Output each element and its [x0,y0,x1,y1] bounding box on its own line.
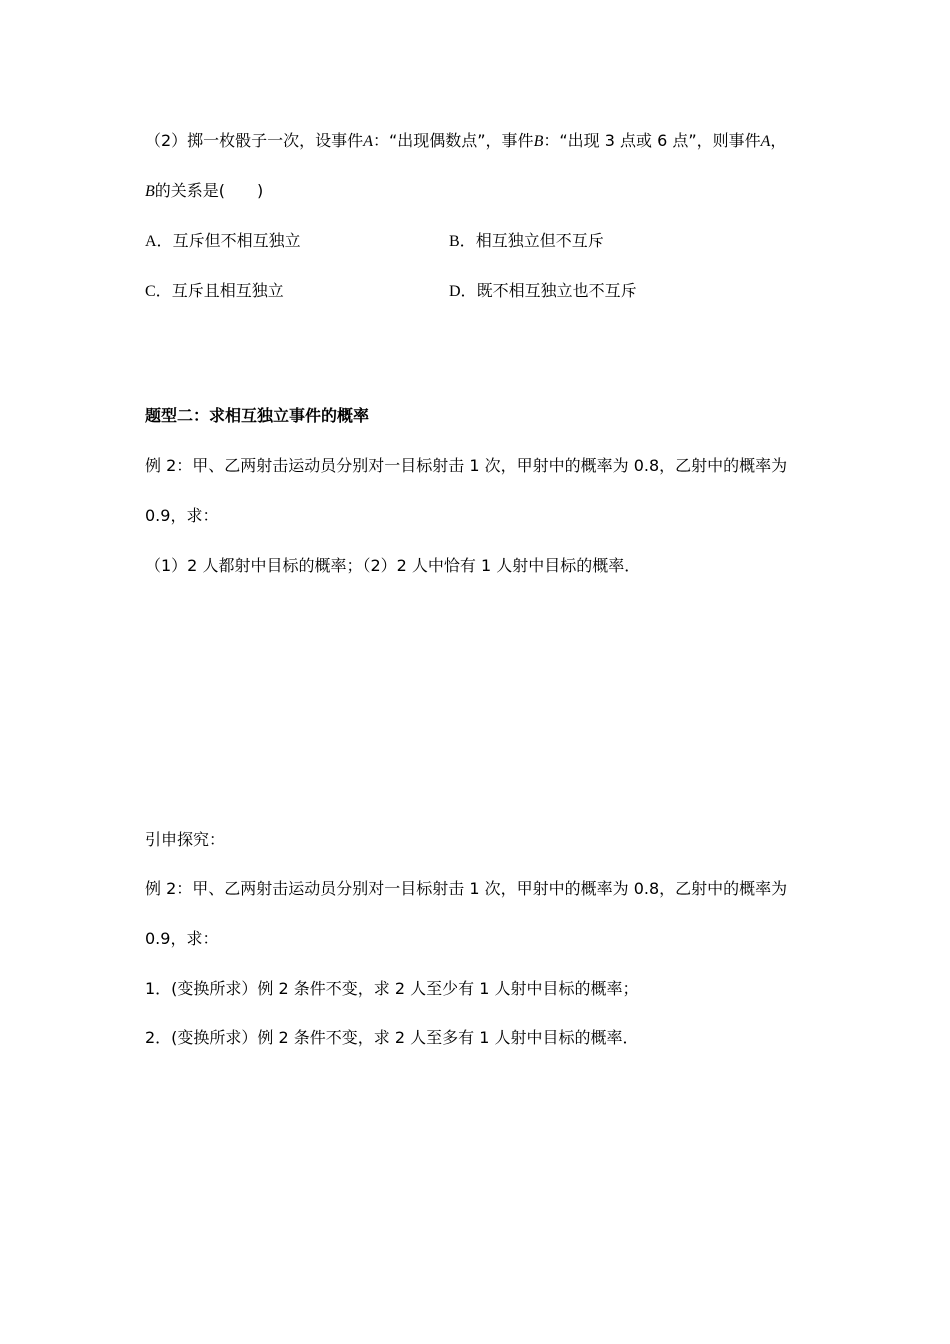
question-2-mid-1: ：“出现偶数点”，事件 [372,131,534,150]
option-b-letter: B． [449,233,476,250]
extension-item-1: 1．(变换所求）例 2 条件不变，求 2 人至少有 1 人射中目标的概率； [145,979,639,998]
option-c [145,281,284,300]
extension-example-line-1: 例 2：甲、乙两射击运动员分别对一目标射击 1 次，甲射中的概率为 0.8，乙射中的概率为 [145,879,788,898]
options-row-2 [145,281,805,302]
option-d-text: 既不相互独立也不互斥 [476,281,637,300]
extension-example-line-2: 0.9，求： [145,929,219,948]
extension-heading: 引申探究： [145,830,226,849]
example-2-line-2: 0.9，求： [145,506,219,525]
question-2-suffix: ， [770,131,787,150]
example-2-line-1: 例 2：甲、乙两射击运动员分别对一目标射击 1 次，甲射中的概率为 0.8，乙射中的概率为 [145,456,788,475]
extension-item-2: 2．(变换所求）例 2 条件不变，求 2 人至多有 1 人射中目标的概率． [145,1028,639,1047]
option-b-text: 相互独立但不互斥 [475,231,604,250]
option-c-text: 互斥且相互独立 [171,281,284,300]
option-d-letter: D． [449,283,477,300]
option-b [449,231,604,252]
question-2-line-2 [145,181,263,202]
example-2-sub-questions: （1）2 人都射中目标的概率；（2）2 人中恰有 1 人射中目标的概率． [145,556,641,575]
option-d [449,281,637,302]
options-row-1 [145,231,805,252]
event-a-var-2: A [760,133,771,150]
section-2-heading: 题型二：求相互独立事件的概率 [145,406,370,425]
event-a-var: A [363,133,373,150]
event-b-var-2: B [145,183,155,200]
option-a-letter: A． [145,233,173,250]
question-2-relation-text: 的关系是( ) [154,181,264,200]
option-a [145,231,301,250]
event-b-var: B [533,133,544,150]
question-2-mid-2: ：“出现 3 点或 6 点”，则事件 [543,131,761,150]
option-c-letter: C． [145,283,172,300]
question-2-prefix: （2）掷一枚骰子一次，设事件 [145,131,364,150]
question-2-line-1 [145,131,786,152]
option-a-text: 互斥但不相互独立 [172,231,301,250]
